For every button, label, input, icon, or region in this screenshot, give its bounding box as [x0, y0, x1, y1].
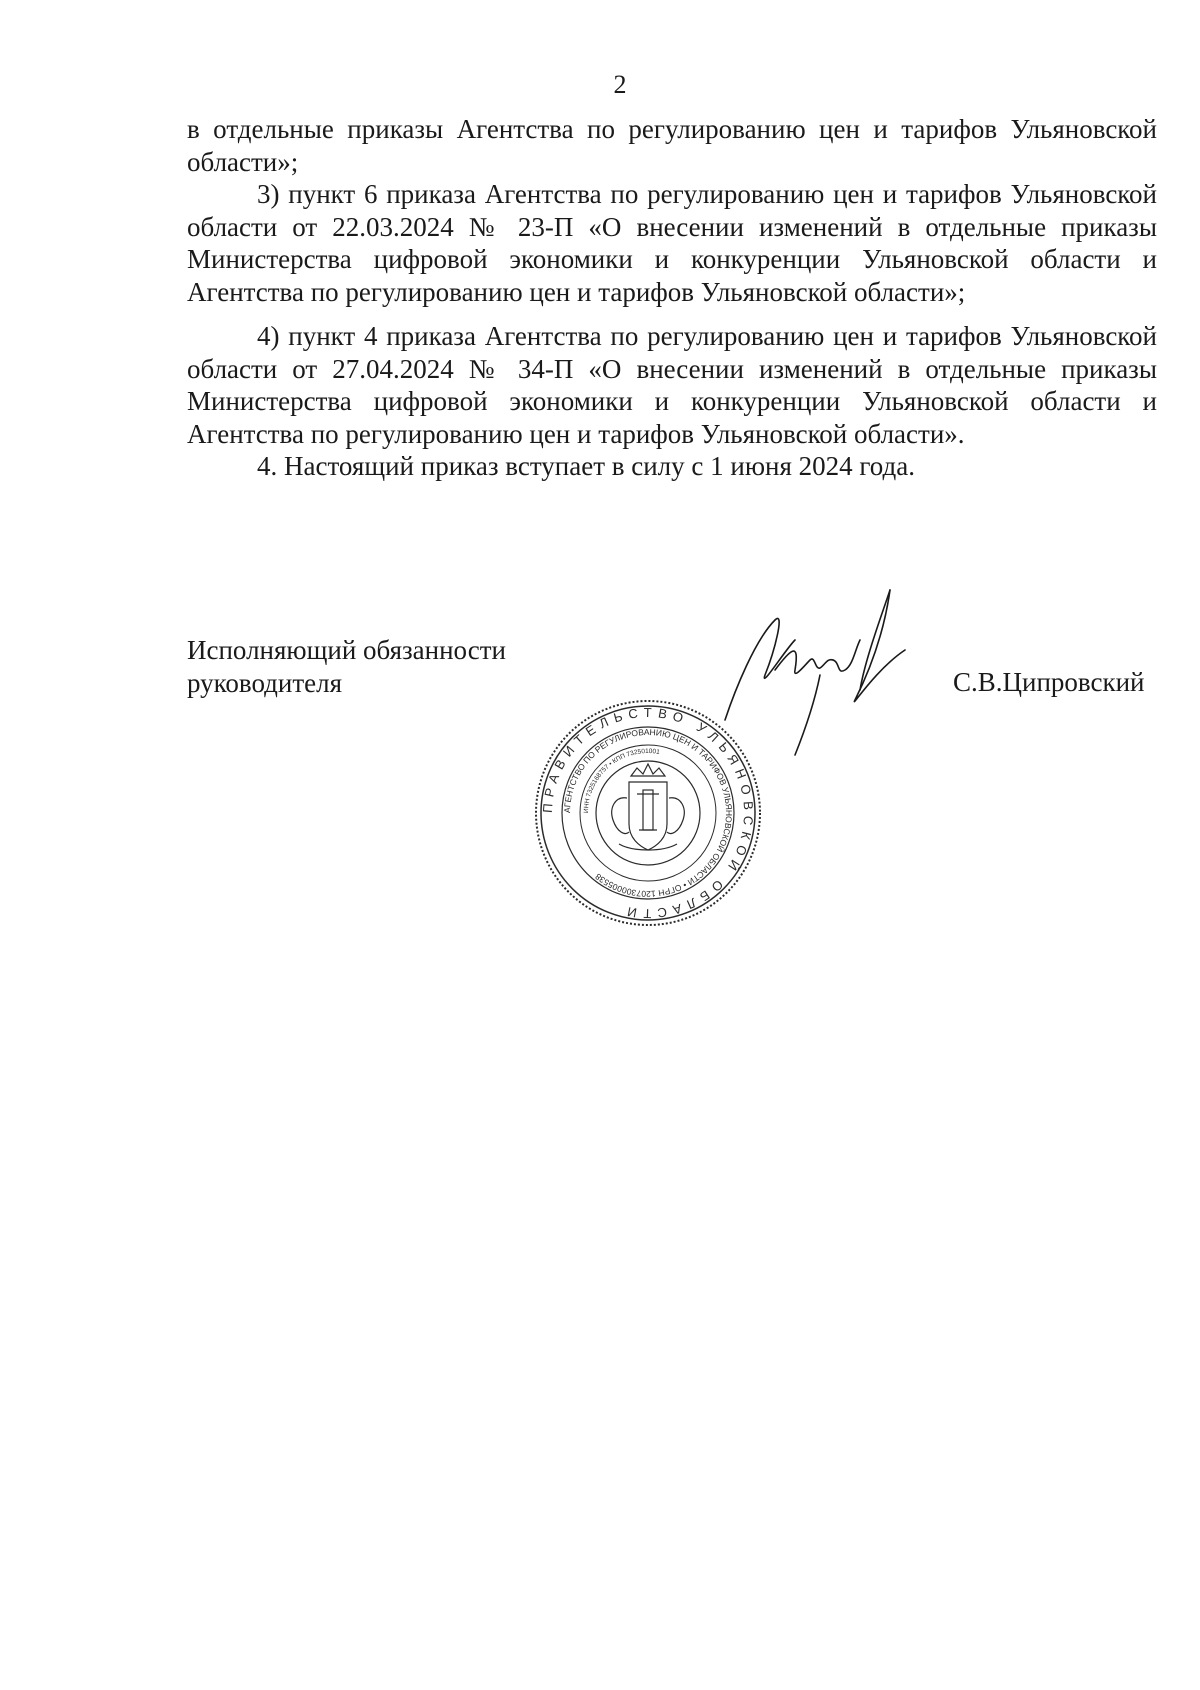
seal-outer-text: ПРАВИТЕЛЬСТВО УЛЬЯНОВСКОЙ ОБЛАСТИ [539, 704, 757, 922]
paragraph-item-4: 4) пункт 4 приказа Агентства по регулированию цен и тарифов Ульяновской области от 27.04.2024 № 34-П «О внесении изменений в отдельные приказы Министерства цифровой экономики и конкуренции Ульяновской области и Агентства по регулированию цен и тарифов Ульяновской области». [187, 321, 1157, 449]
coat-of-arms-icon [612, 764, 684, 850]
signer-name: С.В.Ципровский [953, 667, 1145, 697]
signer-title-line-1: Исполняющий обязанности [187, 635, 506, 665]
paragraph-item-3: 3) пункт 6 приказа Агентства по регулированию цен и тарифов Ульяновской области от 22.03.2024 № 23-П «О внесении изменений в отдельные приказы Министерства цифровой экономики и конкуренции Ульяновской области и Агентства по регулированию цен и тарифов Ульяновской области»; [187, 179, 1157, 307]
paragraph-effective-date: 4. Настоящий приказ вступает в силу с 1 июня 2024 года. [257, 451, 915, 481]
signer-title [187, 634, 506, 699]
order-body [187, 113, 1157, 483]
official-seal [533, 698, 763, 928]
seal-ids-text: ИНН 7325168757 • КПП 732501001 [582, 747, 661, 814]
seal-inner-text: АГЕНТСТВО ПО РЕГУЛИРОВАНИЮ ЦЕН И ТАРИФОВ УЛЬЯНОВСКОЙ ОБЛАСТИ • ОГРН 1207300005538 [561, 726, 735, 900]
signer-title-line-2: руководителя [187, 667, 343, 698]
page-number: 2 [613, 70, 627, 99]
paragraph-continuation: в отдельные приказы Агентства по регулированию цен и тарифов Ульяновской области»; [187, 114, 1157, 177]
